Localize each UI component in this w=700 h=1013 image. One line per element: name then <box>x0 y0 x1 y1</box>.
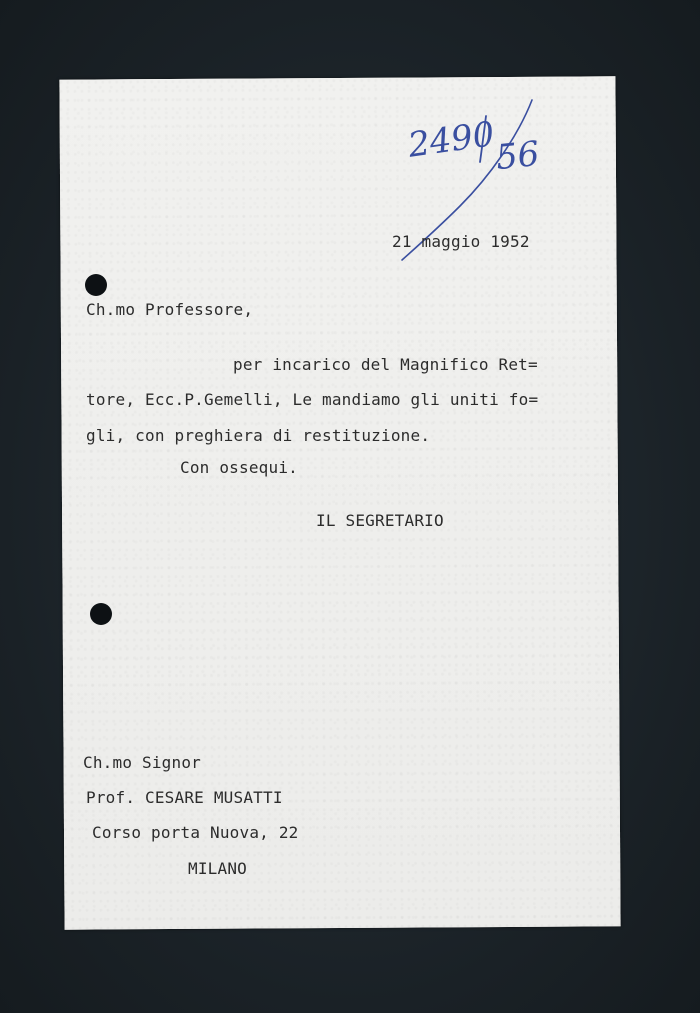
body-line-1: per incarico del Magnifico Ret= <box>233 355 538 374</box>
recipient-city: MILANO <box>188 859 247 878</box>
protocol-year: 56 <box>494 133 542 179</box>
punch-hole-bottom <box>90 603 112 625</box>
body-line-3: gli, con preghiera di restituzione. <box>86 426 431 445</box>
recipient-street: Corso porta Nuova, 22 <box>92 823 299 842</box>
recipient-title: Ch.mo Signor <box>83 753 201 772</box>
protocol-number: 2490 <box>405 114 497 166</box>
body-line-2: tore, Ecc.P.Gemelli, Le mandiamo gli uniti fo= <box>86 390 539 409</box>
closing: Con ossequi. <box>180 458 298 477</box>
salutation: Ch.mo Professore, <box>86 300 254 319</box>
recipient-name: Prof. CESARE MUSATTI <box>86 788 283 807</box>
punch-hole-top <box>85 274 107 296</box>
letter-date: 21 maggio 1952 <box>392 232 530 251</box>
signature: IL SEGRETARIO <box>316 511 444 530</box>
